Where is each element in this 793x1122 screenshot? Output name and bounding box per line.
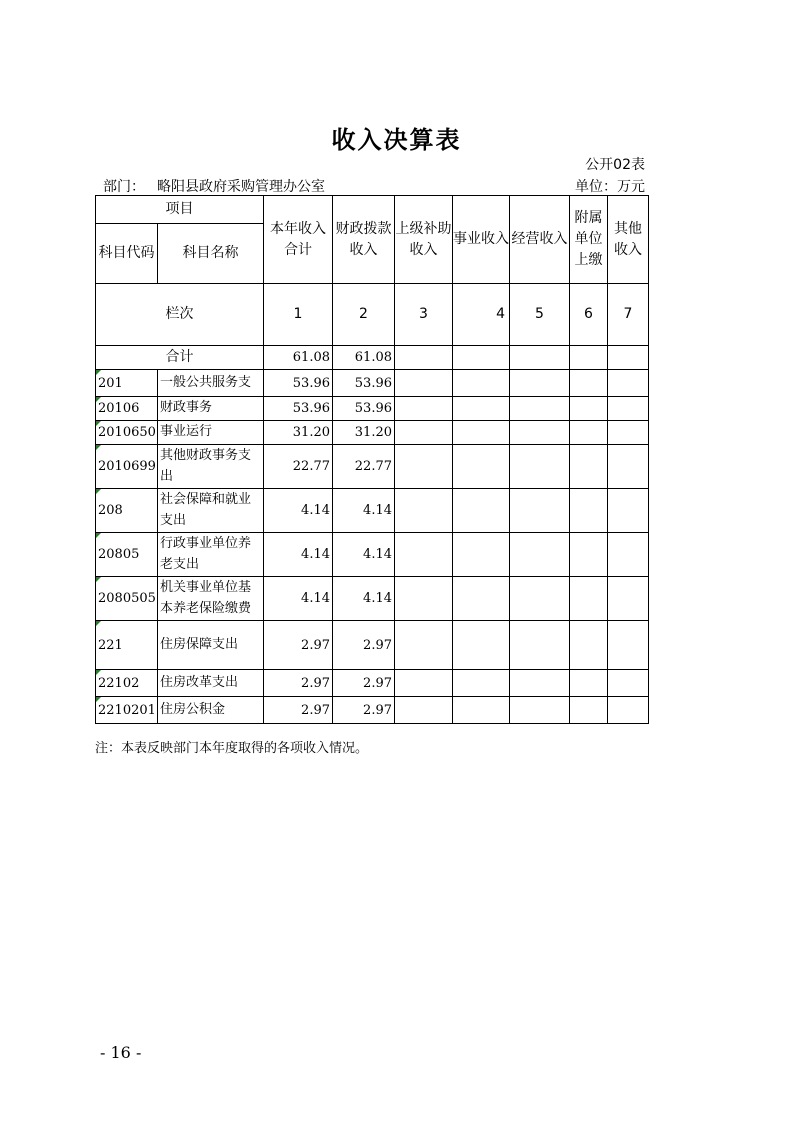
subject-name: 机关事业单位基本养老保险缴费 (158, 577, 264, 621)
header-operating-income: 经营收入 (510, 196, 570, 284)
subject-name: 社会保障和就业支出 (158, 489, 264, 533)
subject-name: 一般公共服务支 (158, 370, 264, 397)
lanci-label: 栏次 (96, 284, 264, 346)
subject-name: 住房改革支出 (158, 670, 264, 697)
table-row (96, 577, 649, 621)
total-row (96, 346, 649, 370)
subject-name: 行政事业单位养老支出 (158, 533, 264, 577)
department-name: 略阳县政府采购管理办公室 (157, 179, 325, 195)
total-income-value: 2.97 (264, 697, 333, 724)
subject-name: 住房公积金 (158, 697, 264, 724)
header-code: 科目代码 (96, 224, 158, 284)
lanci-1: 1 (264, 284, 333, 346)
header-affiliated-income: 附属单位上缴 (570, 196, 608, 284)
total-income-value: 31.20 (264, 421, 333, 445)
header-other-income: 其他收入 (608, 196, 649, 284)
subject-code: 2210201 (96, 697, 158, 724)
header-fiscal-income: 财政拨款收入 (333, 196, 395, 284)
lanci-5: 5 (510, 284, 570, 346)
total-income-value: 2.97 (264, 621, 333, 670)
subject-code: 2010650 (96, 421, 158, 445)
subject-name: 财政事务 (158, 397, 264, 421)
subject-name: 事业运行 (158, 421, 264, 445)
table-note: 注：本表反映部门本年度取得的各项收入情况。 (95, 741, 369, 756)
header-name: 科目名称 (158, 224, 264, 284)
subject-code: 20106 (96, 397, 158, 421)
income-table (95, 195, 649, 724)
total-c2: 61.08 (333, 346, 395, 370)
subject-code: 201 (96, 370, 158, 397)
unit-label: 单位：万元 (575, 179, 645, 195)
subject-code: 221 (96, 621, 158, 670)
lanci-row (96, 284, 649, 346)
subject-name: 其他财政事务支出 (158, 445, 264, 489)
form-code: 公开02表 (585, 157, 645, 173)
table-row (96, 533, 649, 577)
table-row (96, 445, 649, 489)
header-business-income: 事业收入 (453, 196, 510, 284)
fiscal-income-value: 4.14 (333, 577, 395, 621)
subject-code: 208 (96, 489, 158, 533)
subject-code: 2010699 (96, 445, 158, 489)
lanci-3: 3 (395, 284, 453, 346)
page-title: 收入决算表 (331, 126, 462, 154)
department-label: 部门： (103, 179, 145, 195)
total-income-value: 4.14 (264, 577, 333, 621)
header-superior-subsidy: 上级补助收入 (395, 196, 453, 284)
fiscal-income-value: 53.96 (333, 397, 395, 421)
table-row (96, 370, 649, 397)
total-income-value: 2.97 (264, 670, 333, 697)
lanci-2: 2 (333, 284, 395, 346)
fiscal-income-value: 2.97 (333, 621, 395, 670)
total-income-value: 53.96 (264, 397, 333, 421)
subject-name: 住房保障支出 (158, 621, 264, 670)
subject-code: 22102 (96, 670, 158, 697)
header-row-1 (96, 196, 649, 224)
fiscal-income-value: 53.96 (333, 370, 395, 397)
table-row (96, 489, 649, 533)
subject-code: 2080505 (96, 577, 158, 621)
lanci-6: 6 (570, 284, 608, 346)
fiscal-income-value: 4.14 (333, 533, 395, 577)
total-income-value: 22.77 (264, 445, 333, 489)
subject-code: 20805 (96, 533, 158, 577)
fiscal-income-value: 2.97 (333, 670, 395, 697)
table-row (96, 397, 649, 421)
table-row (96, 421, 649, 445)
total-income-value: 53.96 (264, 370, 333, 397)
fiscal-income-value: 22.77 (333, 445, 395, 489)
fiscal-income-value: 31.20 (333, 421, 395, 445)
total-c1: 61.08 (264, 346, 333, 370)
page-number: - 16 - (100, 1043, 142, 1062)
lanci-4: 4 (453, 284, 510, 346)
total-label: 合计 (96, 346, 264, 370)
header-total-income: 本年收入合计 (264, 196, 333, 284)
total-income-value: 4.14 (264, 489, 333, 533)
fiscal-income-value: 2.97 (333, 697, 395, 724)
table-row (96, 697, 649, 724)
header-item: 项目 (96, 196, 264, 224)
table-row (96, 621, 649, 670)
table-row (96, 670, 649, 697)
total-income-value: 4.14 (264, 533, 333, 577)
fiscal-income-value: 4.14 (333, 489, 395, 533)
lanci-7: 7 (608, 284, 649, 346)
